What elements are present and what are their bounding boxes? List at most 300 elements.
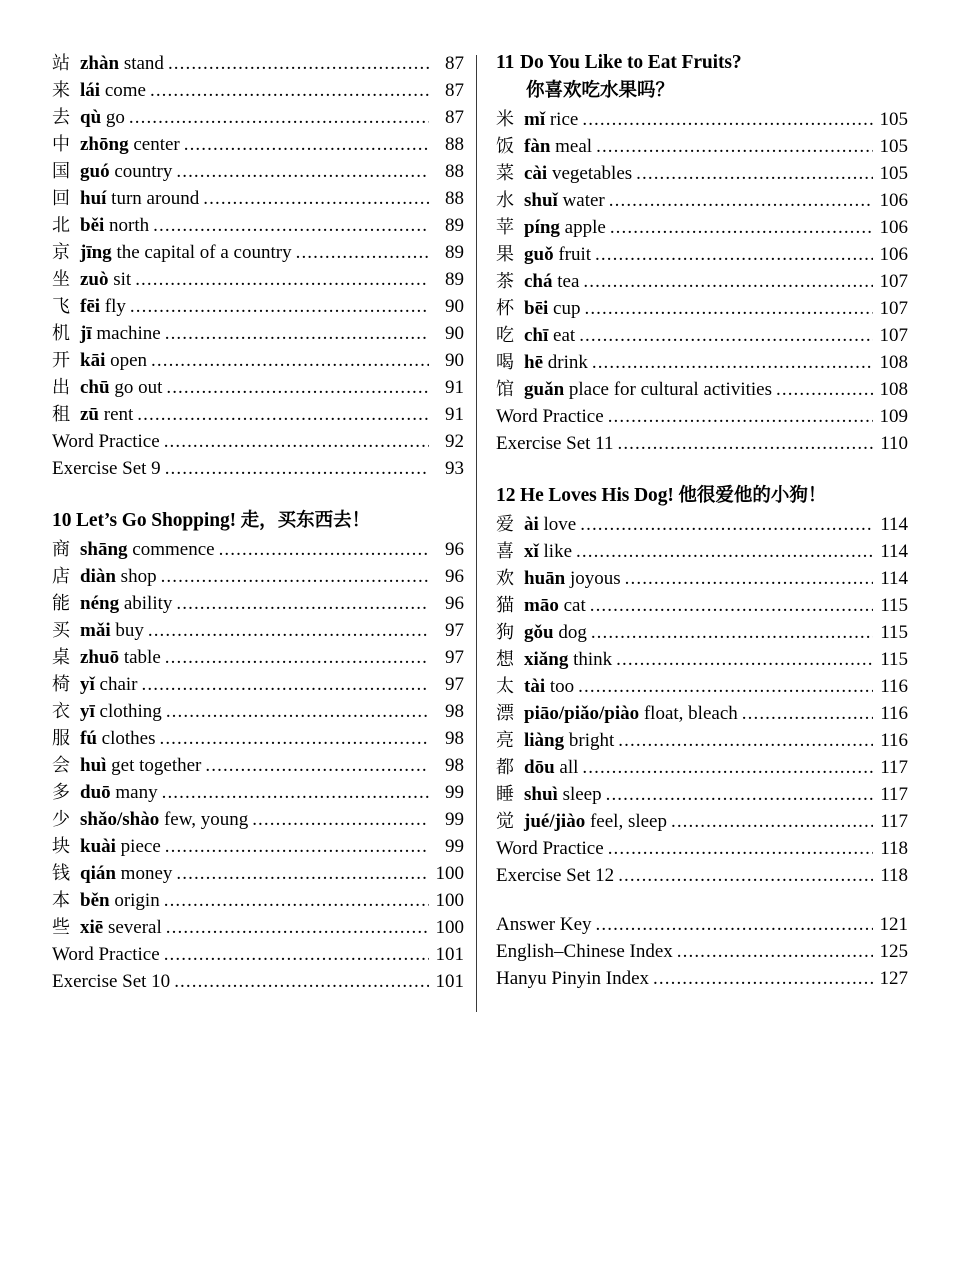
entry-page-number: 116 [880, 703, 908, 724]
entry-gloss: float, bleach [639, 703, 738, 724]
entry-page-number: 96 [445, 539, 464, 560]
entry-pinyin: zuò [80, 269, 109, 290]
entry-hanzi: 觉 [496, 811, 514, 831]
entry-pinyin: zhōng [80, 134, 129, 155]
leader-dots [148, 621, 429, 640]
toc-entry[interactable] [52, 50, 464, 77]
leader-dots [135, 270, 429, 289]
entry-gloss: get together [106, 755, 202, 776]
entry-gloss: rice [545, 109, 579, 130]
entry-label [524, 538, 572, 565]
leader-dots [578, 677, 873, 696]
toc-entry[interactable] [496, 241, 908, 268]
entry-page-number: 91 [445, 404, 464, 425]
toc-entry[interactable] [52, 806, 464, 833]
leader-dots [150, 81, 429, 100]
entry-page-number: 98 [445, 755, 464, 776]
entry-gloss: few, young [159, 809, 249, 830]
entry-label [524, 754, 578, 781]
entry-gloss: ability [119, 593, 173, 614]
entry-pinyin: mǐ [524, 109, 546, 130]
entry-pinyin: mǎi [80, 620, 111, 641]
entry-pinyin: gǒu [524, 622, 554, 643]
entry-page-number: 101 [435, 944, 464, 965]
entry-pinyin: ài [524, 514, 539, 535]
leader-dots [609, 191, 873, 210]
entry-label [524, 781, 602, 808]
section-heading[interactable] [52, 508, 464, 534]
entry-hanzi: 喜 [496, 541, 514, 561]
entry-page-number: 118 [880, 838, 908, 859]
leader-dots [608, 407, 873, 426]
entry-gloss: piece [115, 836, 161, 857]
toc-entry[interactable] [52, 239, 464, 266]
entry-pinyin: yī [80, 701, 95, 722]
leader-dots [159, 729, 429, 748]
leader-dots [582, 758, 873, 777]
toc-entry[interactable] [496, 133, 908, 160]
entry-label [80, 536, 215, 563]
entry-hanzi: 水 [496, 190, 514, 210]
leader-dots [168, 54, 429, 73]
toc-entry[interactable] [496, 835, 908, 862]
toc-entry[interactable] [52, 779, 464, 806]
toc-entry[interactable] [496, 808, 908, 835]
entry-label [80, 374, 162, 401]
entry-label [524, 349, 588, 376]
entry-page-number: 114 [880, 541, 908, 562]
entry-hanzi: 亮 [496, 730, 514, 750]
entry-gloss: joyous [565, 568, 621, 589]
toc-entry[interactable] [496, 565, 908, 592]
entry-gloss: Word Practice [496, 406, 604, 427]
entry-label [80, 725, 155, 752]
entry-label [496, 862, 614, 889]
entry-hanzi: 衣 [52, 701, 70, 721]
toc-entry[interactable] [52, 860, 464, 887]
entry-pinyin: jué/jiào [524, 811, 586, 832]
entry-gloss: origin [109, 890, 160, 911]
entry-gloss: like [538, 541, 573, 562]
entry-label [524, 133, 592, 160]
entry-gloss: eat [548, 325, 576, 346]
entry-label [80, 104, 125, 131]
entry-page-number: 107 [879, 298, 908, 319]
entry-label [52, 455, 161, 482]
entry-gloss: cat [558, 595, 586, 616]
entry-page-number: 106 [879, 217, 908, 238]
leader-dots [166, 918, 429, 937]
entry-hanzi: 桌 [52, 647, 70, 667]
toc-entry[interactable] [496, 538, 908, 565]
leader-dots [677, 942, 873, 961]
toc-entry[interactable] [52, 914, 464, 941]
entry-gloss: open [105, 350, 148, 371]
leader-dots [596, 137, 873, 156]
entry-hanzi: 服 [52, 728, 70, 748]
entry-label [496, 430, 613, 457]
entry-pinyin: kāi [80, 350, 106, 371]
entry-page-number: 106 [879, 244, 908, 265]
toc-column-left [52, 50, 464, 995]
entry-page-number: 106 [879, 190, 908, 211]
toc-entry[interactable] [496, 160, 908, 187]
entry-page-number: 115 [880, 595, 908, 616]
entry-page-number: 98 [445, 728, 464, 749]
entry-label [524, 295, 580, 322]
toc-entry[interactable] [496, 511, 908, 538]
entry-hanzi: 京 [52, 242, 70, 262]
entry-gloss: bright [564, 730, 615, 751]
entry-hanzi: 睡 [496, 784, 514, 804]
toc-entry[interactable] [52, 158, 464, 185]
section-title-english: Do You Like to Eat Fruits? [520, 52, 742, 73]
entry-label [80, 752, 201, 779]
entry-page-number: 114 [880, 514, 908, 535]
entry-pinyin: hē [524, 352, 543, 373]
toc-entry[interactable] [496, 965, 908, 992]
toc-entry[interactable] [52, 293, 464, 320]
entry-hanzi: 猫 [496, 595, 514, 615]
toc-entry[interactable] [496, 938, 908, 965]
entry-label [80, 833, 161, 860]
toc-entry[interactable] [52, 536, 464, 563]
toc-entry[interactable] [496, 673, 908, 700]
entry-pinyin: chū [80, 377, 110, 398]
leader-dots [591, 623, 873, 642]
entry-hanzi: 欢 [496, 568, 514, 588]
toc-entry[interactable] [52, 455, 464, 482]
entry-label [496, 938, 673, 965]
entry-page-number: 121 [879, 914, 908, 935]
entry-page-number: 87 [445, 80, 464, 101]
entry-gloss: several [103, 917, 162, 938]
leader-dots [618, 731, 873, 750]
entry-pinyin: fàn [524, 136, 551, 157]
entry-label [80, 887, 160, 914]
entry-pinyin: píng [524, 217, 560, 238]
toc-entry[interactable] [52, 671, 464, 698]
toc-entry[interactable] [52, 644, 464, 671]
entry-page-number: 99 [445, 782, 464, 803]
entry-gloss: clothes [96, 728, 156, 749]
entry-pinyin: lái [80, 80, 101, 101]
entry-label [496, 965, 649, 992]
entry-label [80, 185, 199, 212]
entry-hanzi: 菜 [496, 163, 514, 183]
entry-label [80, 347, 147, 374]
entry-gloss: come [100, 80, 146, 101]
toc-entry[interactable] [496, 403, 908, 430]
entry-label [80, 779, 158, 806]
toc-entry[interactable] [52, 347, 464, 374]
entry-label [524, 808, 667, 835]
entry-pinyin: jī [80, 323, 92, 344]
entry-pinyin: duō [80, 782, 111, 803]
toc-entry[interactable] [52, 320, 464, 347]
entry-hanzi: 苹 [496, 217, 514, 237]
entry-gloss: Answer Key [496, 914, 592, 935]
leader-dots [165, 324, 429, 343]
entry-hanzi: 租 [52, 404, 70, 424]
entry-pinyin: fú [80, 728, 97, 749]
toc-entry[interactable] [496, 214, 908, 241]
leader-dots [164, 432, 429, 451]
entry-pinyin: chī [524, 325, 549, 346]
entry-page-number: 87 [445, 53, 464, 74]
toc-entry[interactable] [52, 401, 464, 428]
entry-hanzi: 少 [52, 809, 70, 829]
entry-hanzi: 茶 [496, 271, 514, 291]
leader-dots [671, 812, 873, 831]
toc-entry[interactable] [496, 781, 908, 808]
entry-hanzi: 能 [52, 593, 70, 613]
toc-entry[interactable] [52, 617, 464, 644]
entry-hanzi: 馆 [496, 379, 514, 399]
entry-gloss: many [110, 782, 158, 803]
leader-dots [176, 162, 429, 181]
entry-gloss: think [568, 649, 613, 670]
entry-hanzi: 本 [52, 890, 70, 910]
toc-entry[interactable] [496, 430, 908, 457]
entry-gloss: vegetables [547, 163, 633, 184]
entry-label [524, 187, 605, 214]
toc-entry[interactable] [52, 725, 464, 752]
entry-pinyin: cài [524, 163, 548, 184]
toc-entry[interactable] [496, 268, 908, 295]
entry-page-number: 100 [435, 917, 464, 938]
entry-pinyin: huí [80, 188, 107, 209]
toc-entry[interactable] [52, 563, 464, 590]
entry-gloss: Exercise Set 10 [52, 971, 171, 992]
entry-pinyin: guǎn [524, 379, 565, 400]
entry-label [496, 835, 604, 862]
entry-gloss: all [554, 757, 579, 778]
entry-hanzi: 站 [52, 53, 70, 73]
leader-dots [203, 189, 429, 208]
entry-gloss: center [128, 134, 180, 155]
entry-pinyin: kuài [80, 836, 116, 857]
toc-entry[interactable] [52, 266, 464, 293]
entry-label [524, 727, 614, 754]
leader-dots [129, 108, 429, 127]
entry-hanzi: 商 [52, 539, 70, 559]
entry-pinyin: tài [524, 676, 546, 697]
entry-hanzi: 多 [52, 782, 70, 802]
entry-gloss: Word Practice [52, 431, 160, 452]
entry-pinyin: liàng [524, 730, 565, 751]
entry-label [524, 106, 578, 133]
entry-page-number: 116 [880, 676, 908, 697]
entry-page-number: 89 [445, 215, 464, 236]
leader-dots [636, 164, 873, 183]
entry-page-number: 99 [445, 836, 464, 857]
entry-gloss: buy [110, 620, 144, 641]
entry-label [80, 590, 172, 617]
toc-entry[interactable] [52, 374, 464, 401]
leader-dots [219, 540, 429, 559]
entry-gloss: cup [548, 298, 581, 319]
leader-dots [166, 702, 429, 721]
entry-gloss: rent [99, 404, 134, 425]
entry-gloss: go [101, 107, 125, 128]
entry-gloss: Exercise Set 11 [496, 433, 614, 454]
entry-hanzi: 飞 [52, 296, 70, 316]
entry-pinyin: zhàn [80, 53, 120, 74]
entry-hanzi: 来 [52, 80, 70, 100]
leader-dots [164, 891, 429, 910]
entry-label [80, 671, 138, 698]
leader-dots [296, 243, 429, 262]
entry-label [80, 860, 172, 887]
toc-entry[interactable] [52, 941, 464, 968]
toc-entry[interactable] [496, 754, 908, 781]
entry-label [496, 403, 604, 430]
toc-entry[interactable] [52, 752, 464, 779]
entry-label [524, 214, 606, 241]
section-number: 12 [496, 485, 516, 506]
entry-label [80, 266, 131, 293]
entry-page-number: 90 [445, 323, 464, 344]
entry-gloss: the capital of a country [111, 242, 292, 263]
entry-pinyin: shuì [524, 784, 558, 805]
toc-entry[interactable] [52, 968, 464, 995]
entry-gloss: clothing [94, 701, 162, 722]
entry-pinyin: diàn [80, 566, 116, 587]
entry-gloss: Word Practice [52, 944, 160, 965]
entry-page-number: 105 [879, 109, 908, 130]
toc-entry[interactable] [52, 131, 464, 158]
toc-entry[interactable] [496, 376, 908, 403]
entry-label [524, 511, 576, 538]
entry-gloss: fruit [553, 244, 592, 265]
entry-label [80, 563, 157, 590]
entry-pinyin: qián [80, 863, 116, 884]
toc-entry[interactable] [52, 185, 464, 212]
entry-label [80, 158, 172, 185]
toc-entry[interactable] [496, 646, 908, 673]
leader-dots [584, 299, 873, 318]
toc-column-right [496, 50, 908, 992]
entry-gloss: country [109, 161, 173, 182]
toc-entry[interactable] [496, 592, 908, 619]
toc-entry[interactable] [52, 590, 464, 617]
entry-page-number: 109 [879, 406, 908, 427]
toc-entry[interactable] [52, 698, 464, 725]
entry-gloss: shop [115, 566, 157, 587]
toc-entry[interactable] [52, 833, 464, 860]
entry-pinyin: xǐ [524, 541, 539, 562]
entry-page-number: 127 [879, 968, 908, 989]
entry-page-number: 89 [445, 242, 464, 263]
entry-pinyin: néng [80, 593, 120, 614]
entry-page-number: 115 [880, 622, 908, 643]
entry-gloss: apple [559, 217, 606, 238]
leader-dots [606, 785, 873, 804]
toc-entry[interactable] [496, 295, 908, 322]
entry-page-number: 110 [880, 433, 908, 454]
entry-gloss: machine [91, 323, 161, 344]
leader-dots [617, 434, 873, 453]
leader-dots [595, 245, 873, 264]
leader-dots [596, 915, 873, 934]
leader-dots [162, 783, 429, 802]
entry-page-number: 105 [879, 136, 908, 157]
entry-label [80, 131, 180, 158]
leader-dots [142, 675, 429, 694]
toc-entry[interactable] [496, 727, 908, 754]
leader-dots [153, 216, 429, 235]
entry-pinyin: guó [80, 161, 110, 182]
toc-entry[interactable] [52, 212, 464, 239]
toc-entry[interactable] [496, 106, 908, 133]
leader-dots [618, 866, 873, 885]
entry-page-number: 96 [445, 593, 464, 614]
toc-entry[interactable] [496, 322, 908, 349]
toc-entry[interactable] [52, 77, 464, 104]
toc-entry[interactable] [496, 911, 908, 938]
entry-gloss: commence [127, 539, 215, 560]
entry-gloss: turn around [106, 188, 200, 209]
entry-page-number: 100 [435, 890, 464, 911]
entry-label [80, 50, 164, 77]
entry-label [52, 968, 170, 995]
toc-entry[interactable] [496, 619, 908, 646]
entry-gloss: stand [119, 53, 164, 74]
section-heading[interactable] [496, 50, 908, 76]
entry-page-number: 116 [880, 730, 908, 751]
toc-entry[interactable] [496, 862, 908, 889]
entry-hanzi: 机 [52, 323, 70, 343]
entry-pinyin: māo [524, 595, 559, 616]
leader-dots [252, 810, 429, 829]
toc-entry[interactable] [496, 349, 908, 376]
toc-entry[interactable] [496, 700, 908, 727]
entry-label [524, 322, 575, 349]
entry-page-number: 93 [445, 458, 464, 479]
entry-page-number: 105 [879, 163, 908, 184]
entry-gloss: money [115, 863, 173, 884]
entry-hanzi: 会 [52, 755, 70, 775]
entry-page-number: 88 [445, 188, 464, 209]
toc-entry[interactable] [52, 428, 464, 455]
entry-label [80, 239, 292, 266]
section-title-english: Let’s Go Shopping! [76, 510, 237, 531]
toc-entry[interactable] [52, 104, 464, 131]
leader-dots [576, 542, 873, 561]
entry-label [52, 428, 160, 455]
entry-hanzi: 想 [496, 649, 514, 669]
entry-pinyin: shǎo/shào [80, 809, 160, 830]
entry-label [524, 241, 591, 268]
entry-gloss: table [119, 647, 161, 668]
entry-page-number: 97 [445, 647, 464, 668]
entry-pinyin: huì [80, 755, 107, 776]
toc-entry[interactable] [52, 887, 464, 914]
entry-hanzi: 出 [52, 377, 70, 397]
leader-dots [151, 351, 429, 370]
leader-dots [165, 459, 429, 478]
entry-pinyin: huān [524, 568, 566, 589]
entry-label [80, 212, 149, 239]
entry-page-number: 97 [445, 674, 464, 695]
leader-dots [625, 569, 873, 588]
section-heading[interactable] [496, 483, 908, 509]
leader-dots [580, 515, 873, 534]
entry-gloss: dog [553, 622, 587, 643]
toc-entry[interactable] [496, 187, 908, 214]
entry-pinyin: dōu [524, 757, 555, 778]
